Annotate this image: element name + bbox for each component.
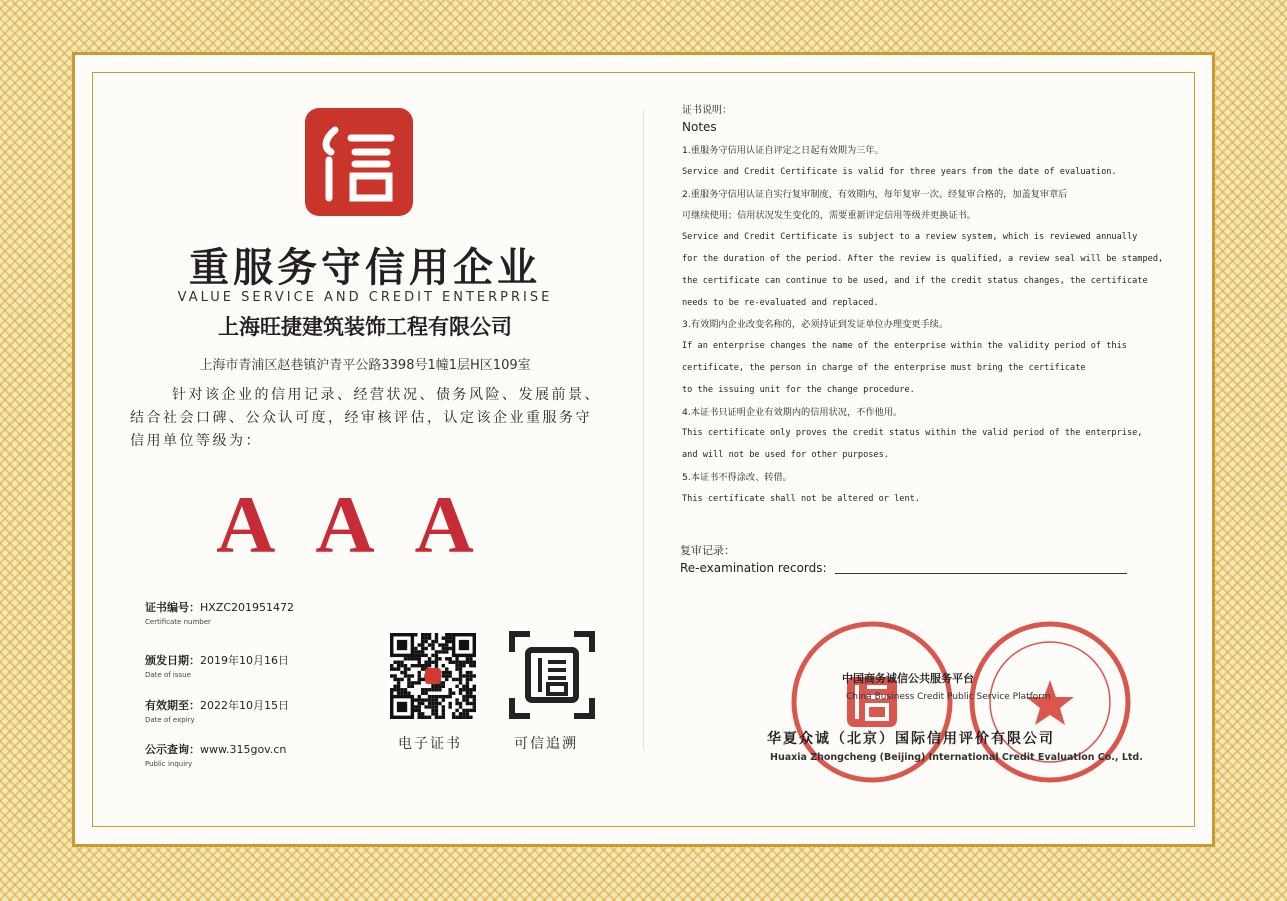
expiry-date-label: 有效期至： (145, 699, 200, 712)
cert-number: HXZC201951472 (200, 601, 295, 614)
traceable-icon[interactable] (508, 630, 596, 720)
company-address: 上海市青浦区赵巷镇沪青平公路3398号1幢1层H区109室 (199, 358, 531, 373)
inquiry-block (145, 741, 286, 768)
reexamination-block (680, 542, 827, 575)
company-name: 上海旺捷建筑装饰工程有限公司 (218, 314, 512, 339)
notes-line: This certificate only proves the credit status within the valid period of the enterprise, (682, 428, 1143, 439)
inquiry-label-en: Public inquiry (145, 760, 193, 768)
issuer-name: 华夏众诚（北京）国际信用评价有限公司 (767, 731, 1055, 747)
platform-name-en: China Business Credit Public Service Platform (846, 692, 1051, 702)
platform-name: 中国商务诚信公共服务平台 (842, 672, 974, 685)
certificate-title-en: VALUE SERVICE AND CREDIT ENTERPRISE (177, 290, 553, 305)
notes-line: This certificate shall not be altered or lent. (682, 493, 920, 504)
official-seals-icon (785, 615, 1135, 790)
cert-number-block (145, 599, 294, 626)
notes-line: 3.有效期内企业改变名称的，必须持证到发证单位办理变更手续。 (682, 319, 949, 331)
inquiry-site: www.315gov.cn (200, 743, 287, 756)
notes-line: for the duration of the period. After the review is qualified, a review seal will be stamped, (682, 253, 1164, 264)
notes-heading: 证书说明： (682, 105, 732, 116)
notes-line: needs to be re-evaluated and replaced. (682, 297, 879, 308)
notes-line: 5.本证书不得涂改、转借。 (682, 471, 792, 483)
notes-section (682, 101, 1164, 511)
issue-date-block (145, 652, 289, 679)
column-divider (643, 110, 644, 750)
notes-line: certificate, the person in charge of the enterprise must bring the certificate (682, 362, 1086, 373)
expiry-date-label-en: Date of expiry (145, 716, 195, 724)
credit-grade: AAA (216, 479, 514, 570)
qr-code-icon[interactable] (390, 633, 476, 719)
notes-line: and will not be used for other purposes. (682, 450, 889, 461)
certification-statement: 针对该企业的信用记录、经营状况、债务风险、发展前景、结合社会口碑、公众认可度，经审核评估，认定该企业重服务守信用单位等级为： (130, 387, 601, 449)
notes-line: 2.重服务守信用认证自实行复审制度，有效期内，每年复审一次。经复审合格的，加盖复审章后 (682, 188, 1068, 200)
expiry-date: 2022年10月15日 (200, 699, 289, 712)
certificate-title: 重服务守信用企业 (189, 244, 541, 291)
notes-lines (682, 140, 1164, 511)
reexamination-line (835, 573, 1127, 574)
notes-line: 1.重服务守信用认证自评定之日起有效期为三年。 (682, 145, 884, 156)
notes-line: Service and Credit Certificate is subject to a review system, which is reviewed annually (682, 232, 1138, 243)
notes-line: 4.本证书只证明企业有效期内的信用状况，不作他用。 (682, 406, 903, 418)
reexamination-label-en: Re-examination records: (680, 561, 827, 575)
issuer-name-en: Huaxia Zhongcheng (Beijing) International Credit Evaluation Co., Ltd. (770, 752, 1143, 763)
inquiry-label: 公示查询： (145, 743, 200, 756)
notes-line: Service and Credit Certificate is valid for three years from the date of evaluation. (682, 166, 1117, 177)
e-cert-label: 电子证书 (398, 736, 462, 752)
cert-number-label-en: Certificate number (145, 618, 211, 626)
notes-line: the certificate can continue to be used, and if the credit status changes, the certificate (682, 275, 1148, 286)
notes-line: to the issuing unit for the change procedure. (682, 384, 915, 395)
traceable-label: 可信追溯 (514, 736, 578, 752)
notes-line: If an enterprise changes the name of the enterprise within the validity period of this (682, 341, 1127, 352)
notes-heading-en: Notes (682, 120, 717, 134)
issue-date-label-en: Date of issue (145, 671, 191, 679)
credit-logo-icon (305, 108, 413, 216)
expiry-date-block (145, 697, 289, 724)
issue-date: 2019年10月16日 (200, 654, 289, 667)
cert-number-label: 证书编号： (145, 601, 200, 614)
issue-date-label: 颁发日期： (145, 654, 200, 667)
reexamination-label: 复审记录： (680, 544, 735, 557)
notes-line: 可继续使用；信用状况发生变化的，需要重新评定信用等级并更换证书。 (682, 210, 976, 222)
